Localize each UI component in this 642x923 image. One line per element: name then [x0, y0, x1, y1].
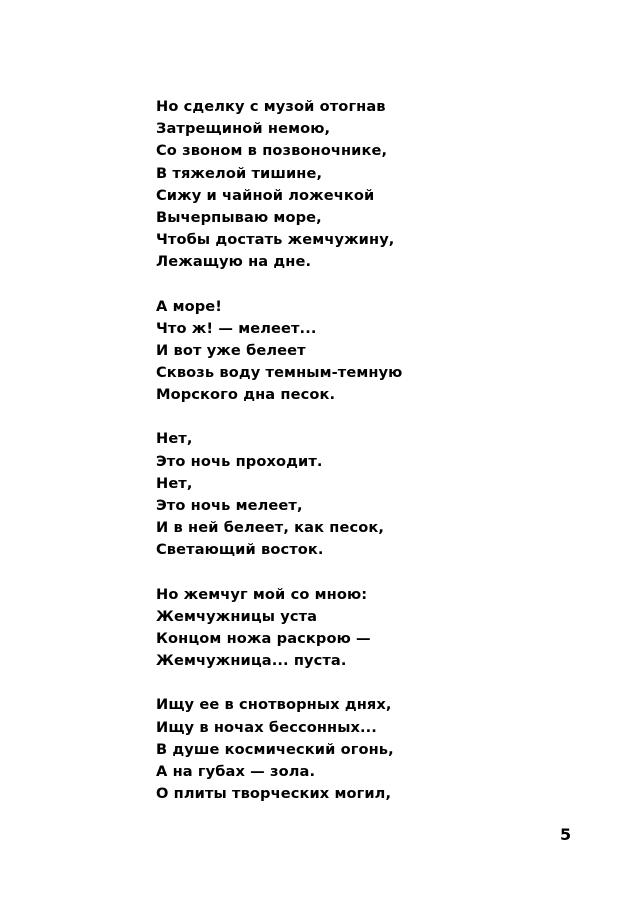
- poem-line: Это ночь мелеет,: [156, 497, 303, 514]
- poem-line: Лежащую на дне.: [156, 253, 312, 271]
- poem-line: Вычерпываю море,: [156, 208, 322, 226]
- poem-line: Нет,: [156, 430, 193, 448]
- stanza-3: [156, 428, 616, 561]
- poem-line: И в ней белеет, как песок,: [156, 519, 384, 537]
- stanza-4: [156, 584, 616, 673]
- poem-line: Это ночь проходит.: [156, 452, 323, 470]
- poem-line: Чтобы достать жемчужину,: [156, 231, 395, 249]
- poem-line: Что ж! — мелеет...: [156, 319, 317, 337]
- poem-line: Со звоном в позвоночнике,: [156, 142, 388, 160]
- poem-line: Жемчужница... пуста.: [156, 652, 347, 670]
- poem-line: В тяжелой тишине,: [156, 164, 323, 182]
- poem-line: В душе космический огонь,: [156, 740, 394, 758]
- poem-line: Жемчужницы уста: [156, 607, 318, 625]
- poem-line: Нет,: [156, 474, 193, 492]
- poem-line: Сквозь воду темным-темную: [156, 364, 403, 382]
- stanza-5: [156, 694, 616, 805]
- poem-line: О плиты творческих могил,: [156, 785, 392, 803]
- poem-line: Сижу и чайной ложечкой: [156, 186, 375, 204]
- poem-line: Концом ножа раскрою —: [156, 629, 371, 647]
- poem-line: Ищу ее в снотворных днях,: [156, 696, 392, 714]
- poem-line: Ищу в ночах бессонных...: [156, 718, 377, 736]
- poem-line: Затрещиной немою,: [156, 120, 331, 138]
- poem-line: Светающий восток.: [156, 541, 324, 559]
- stanza-2: [156, 296, 616, 407]
- page-number: 5: [560, 825, 572, 844]
- poem-line: А на губах — зола.: [156, 762, 316, 780]
- poem-line: Но сделку с музой отогнав: [156, 98, 386, 115]
- poem-line: Морского дна песок.: [156, 386, 336, 404]
- poem: [156, 96, 616, 827]
- poem-line: Но жемчуг мой со мною:: [156, 585, 368, 603]
- poem-line: А море!: [156, 297, 223, 315]
- stanza-1: [156, 96, 616, 274]
- poem-line: И вот уже белеет: [156, 341, 306, 359]
